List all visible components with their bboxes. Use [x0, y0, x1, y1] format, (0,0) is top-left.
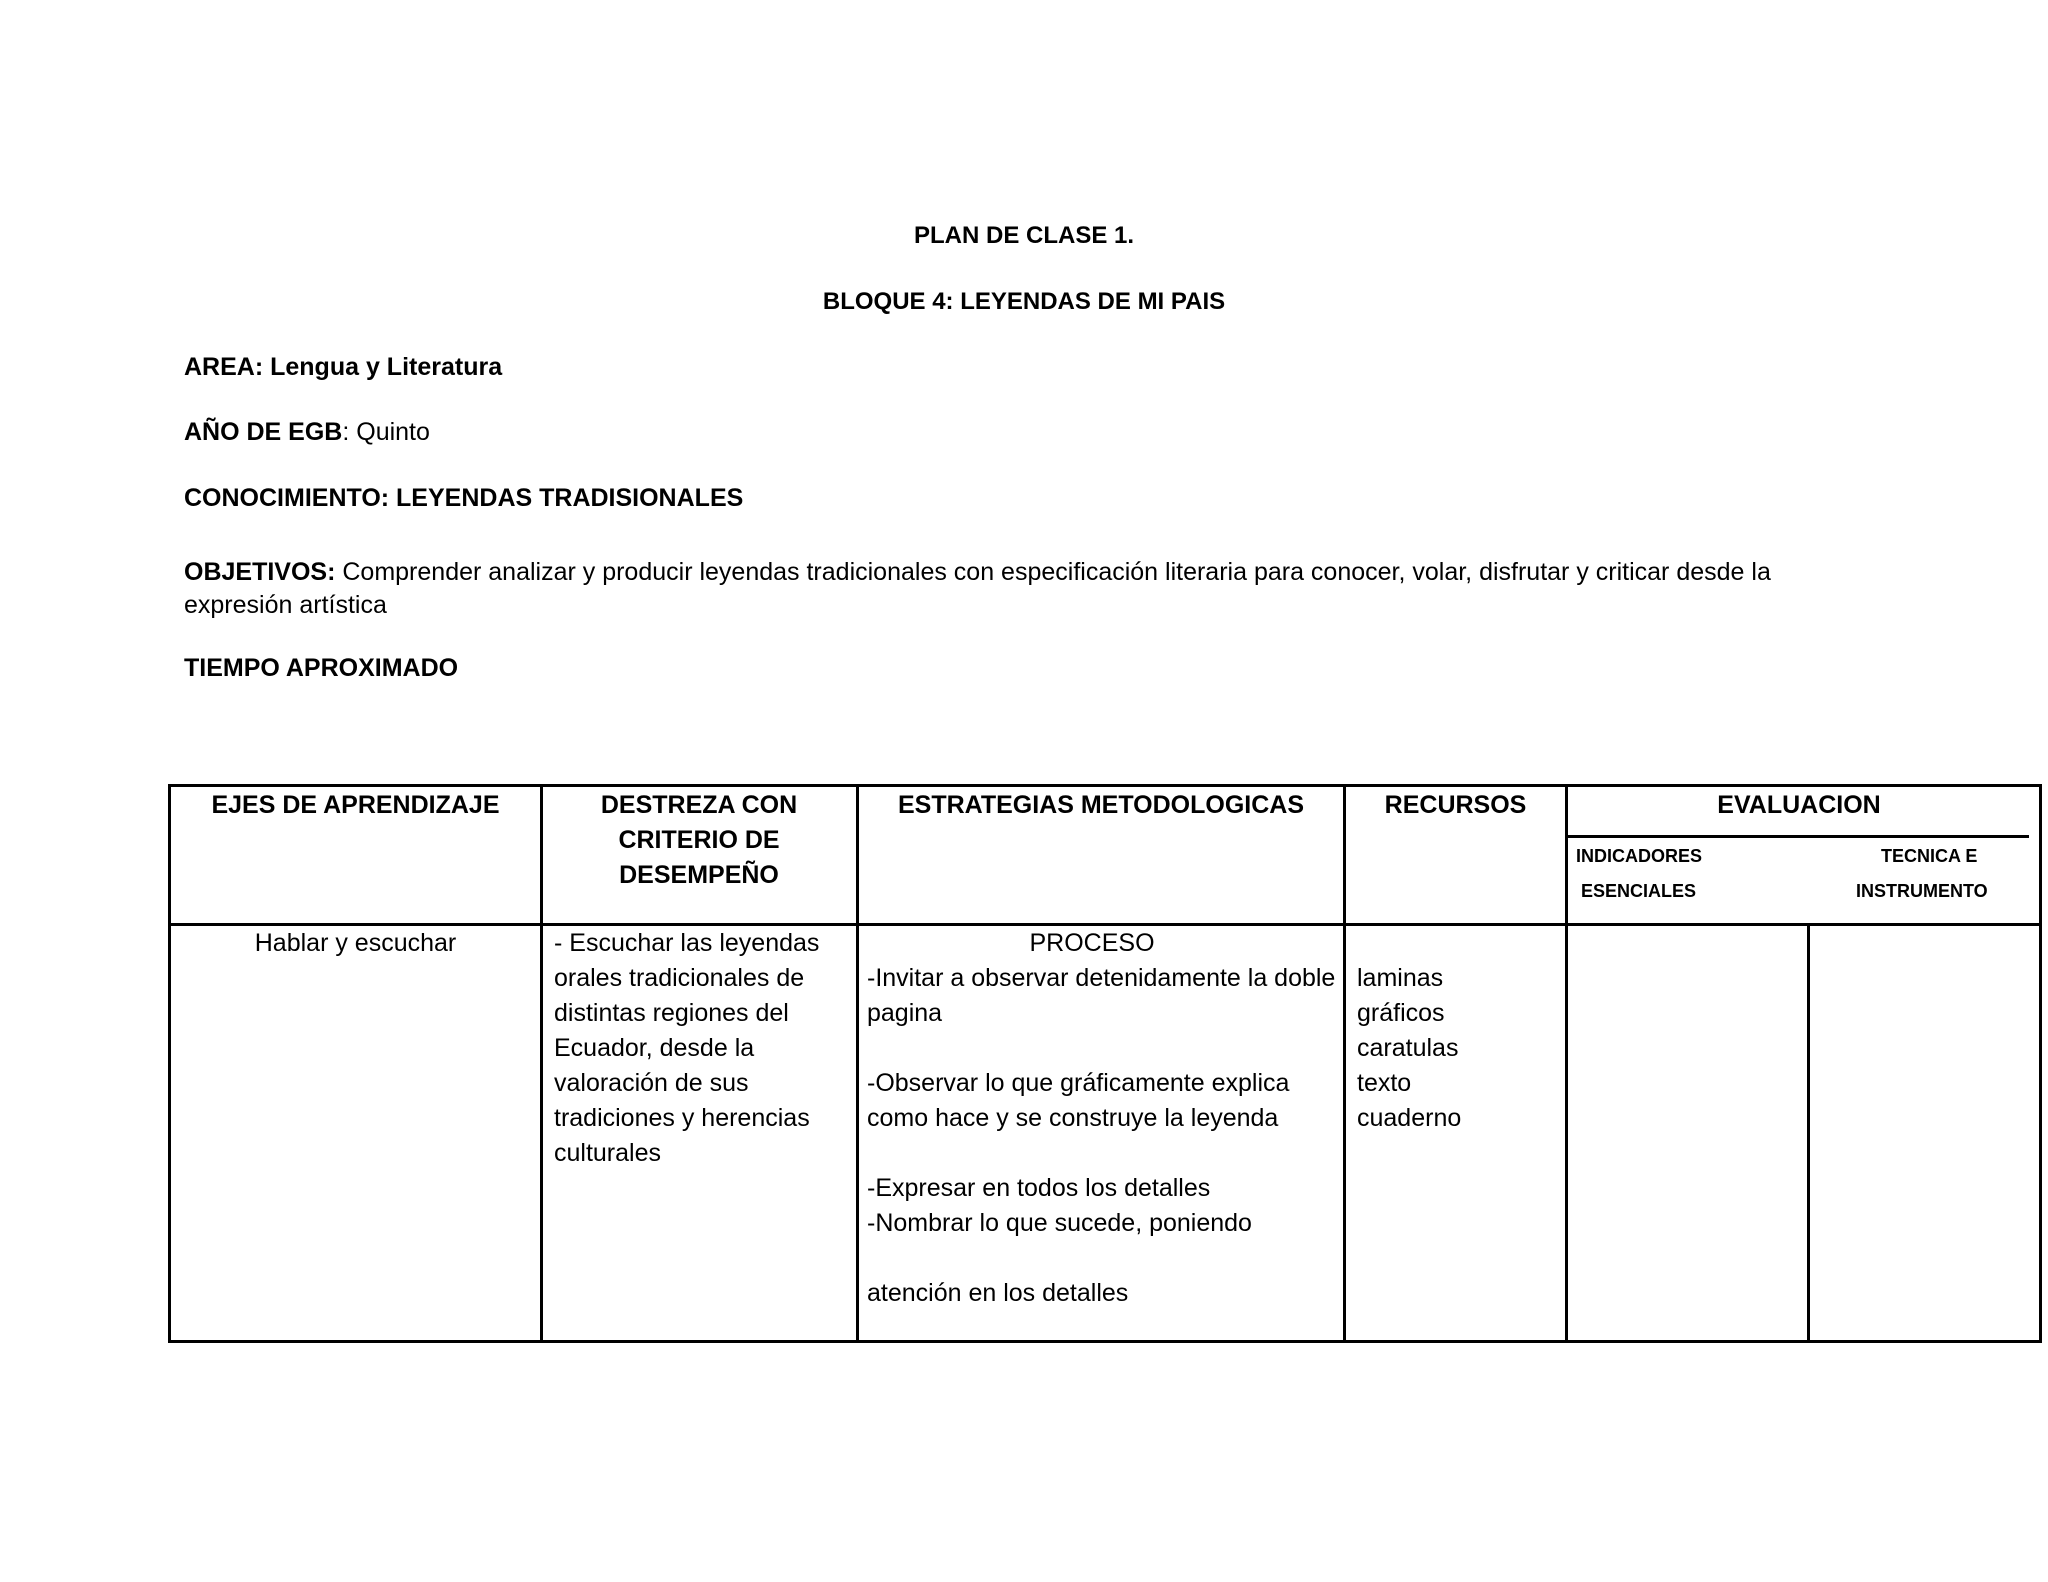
header-indicadores-1: INDICADORES — [1576, 846, 1703, 866]
col-divider — [1565, 787, 1568, 1340]
year-line — [184, 418, 430, 447]
estrategias-item: -Nombrar lo que sucede, poniendo — [867, 1209, 1252, 1237]
estrategias-title: PROCESO — [1029, 929, 1155, 957]
year-value: : Quinto — [342, 418, 430, 446]
evaluation-subheader-divider — [1565, 835, 2029, 838]
estrategias-item: -Observar lo que gráficamente explica como hace y se construye la leyenda — [867, 1069, 1290, 1132]
area-line: AREA: Lengua y Literatura — [184, 353, 503, 381]
header-evaluacion: EVALUACION — [1717, 791, 1881, 819]
recurso-item: laminas — [1357, 964, 1444, 992]
col-divider — [540, 787, 543, 1340]
year-label: AÑO DE EGB — [184, 418, 343, 446]
cell-recursos — [1357, 961, 1557, 1136]
block-title: BLOQUE 4: LEYENDAS DE MI PAIS — [822, 288, 1226, 315]
header-destreza: DESTREZA CON CRITERIO DE DESEMPEÑO — [600, 791, 798, 889]
lesson-plan-table — [168, 784, 2042, 1343]
recurso-item: caratulas — [1357, 1034, 1459, 1062]
header-estrategias: ESTRATEGIAS METODOLOGICAS — [897, 791, 1305, 819]
objectives-label: OBJETIVOS: — [184, 558, 336, 586]
col-divider — [1807, 924, 1810, 1340]
estrategias-item: atención en los detalles — [867, 1279, 1129, 1307]
header-indicadores-2: ESENCIALES — [1581, 881, 1697, 901]
col-divider — [1343, 787, 1346, 1340]
estrategias-item: -Expresar en todos los detalles — [867, 1174, 1211, 1202]
knowledge-line: CONOCIMIENTO: LEYENDAS TRADISIONALES — [184, 484, 744, 512]
cell-destreza: - Escuchar las leyendas orales tradicionales de distintas regiones del Ecuador, desde la valoración de sus tradiciones y herencias culturales — [554, 929, 820, 1167]
cell-estrategias — [867, 926, 1337, 1311]
header-ejes: EJES DE APRENDIZAJE — [211, 791, 500, 819]
header-tecnica-1: TECNICA E — [1881, 846, 1978, 866]
header-recursos: RECURSOS — [1384, 791, 1527, 819]
plan-title: PLAN DE CLASE 1. — [913, 222, 1135, 249]
recurso-item: cuaderno — [1357, 1104, 1462, 1132]
cell-ejes: Hablar y escuchar — [254, 929, 457, 957]
header-tecnica-2: INSTRUMENTO — [1856, 881, 1988, 901]
recurso-item: gráficos — [1357, 999, 1445, 1027]
col-divider — [856, 787, 859, 1340]
objectives-paragraph — [184, 556, 1884, 622]
objectives-text: Comprender analizar y producir leyendas tradicionales con especificación literaria para conocer, volar, disfrutar y criticar desde la expresión artística — [184, 558, 1771, 619]
recurso-item: texto — [1357, 1069, 1412, 1097]
estrategias-item: -Invitar a observar detenidamente la doble pagina — [867, 964, 1336, 1027]
time-line: TIEMPO APROXIMADO — [184, 654, 459, 682]
